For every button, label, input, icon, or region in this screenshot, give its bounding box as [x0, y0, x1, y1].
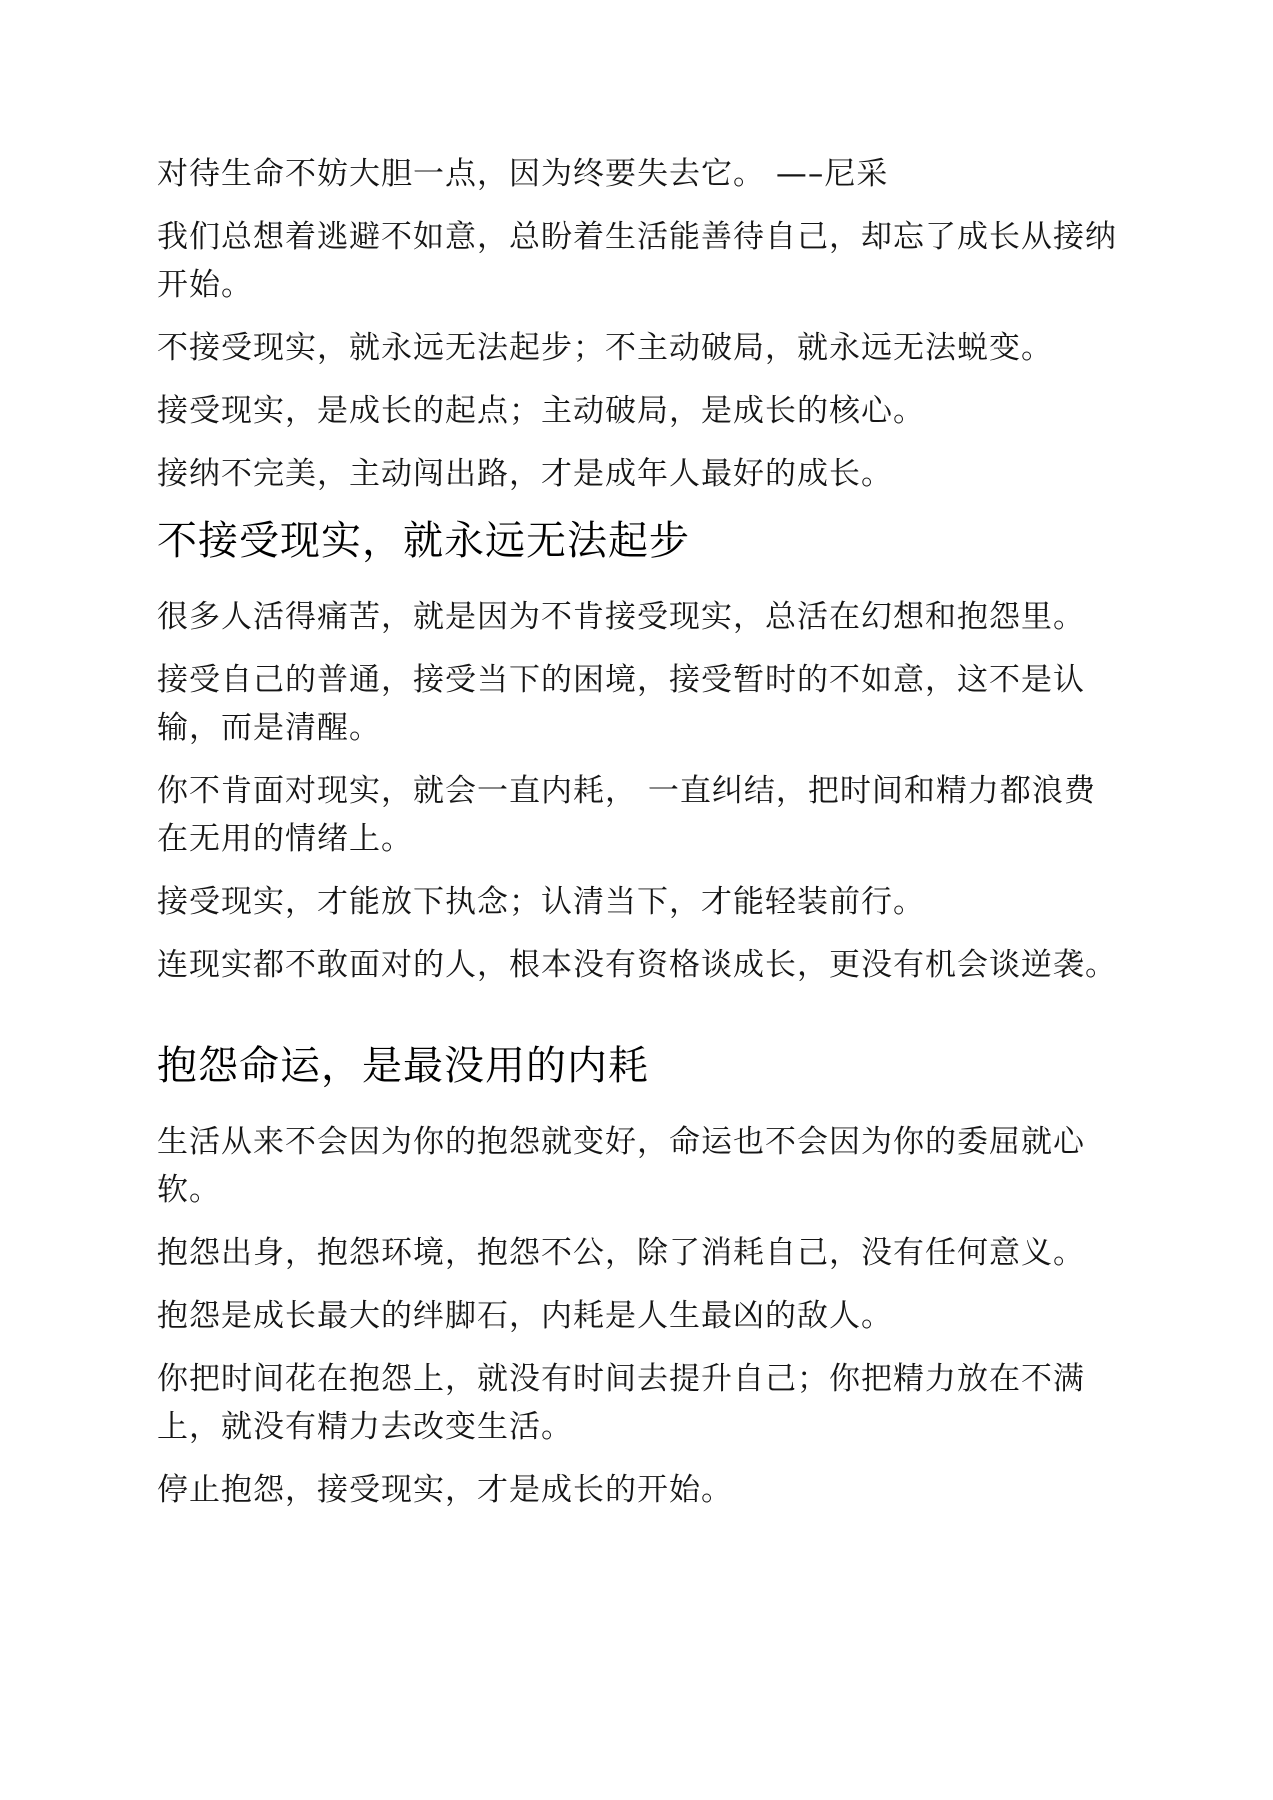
section1-paragraph: 你不肯面对现实，就会一直内耗， 一直纠结，把时间和精力都浪费在无用的情绪上。 — [157, 773, 1096, 857]
intro-quote: 对待生命不妨大胆一点，因为终要失去它。 —–尼采 — [157, 156, 889, 192]
section1-paragraph: 接受自己的普通，接受当下的困境，接受暂时的不如意，这不是认输，而是清醒。 — [157, 662, 1085, 746]
section1-paragraph: 连现实都不敢面对的人，根本没有资格谈成长，更没有机会谈逆袭。 — [157, 947, 1117, 983]
section2-paragraph: 你把时间花在抱怨上，就没有时间去提升自己；你把精力放在不满上，就没有精力去改变生活。 — [157, 1361, 1085, 1445]
intro-paragraph: 不接受现实，就永远无法起步；不主动破局，就永远无法蜕变。 — [157, 330, 1053, 366]
document-page — [157, 150, 1117, 1529]
intro-paragraph: 我们总想着逃避不如意，总盼着生活能善待自己，却忘了成长从接纳开始。 — [157, 219, 1117, 303]
section-spacer — [157, 1004, 1117, 1026]
intro-paragraph: 接纳不完美，主动闯出路，才是成年人最好的成长。 — [157, 456, 893, 492]
section2-paragraph: 抱怨是成长最大的绊脚石，内耗是人生最凶的敌人。 — [157, 1298, 893, 1334]
section1-paragraph: 很多人活得痛苦，就是因为不肯接受现实，总活在幻想和抱怨里。 — [157, 599, 1085, 635]
section-heading-stop-complaining: 抱怨命运，是最没用的内耗 — [157, 1043, 649, 1089]
section2-paragraph: 抱怨出身，抱怨环境，抱怨不公，除了消耗自己，没有任何意义。 — [157, 1235, 1085, 1271]
intro-paragraph: 接受现实，是成长的起点；主动破局，是成长的核心。 — [157, 393, 925, 429]
section1-paragraph: 接受现实，才能放下执念；认清当下，才能轻装前行。 — [157, 884, 925, 920]
section2-paragraph: 生活从来不会因为你的抱怨就变好，命运也不会因为你的委屈就心软。 — [157, 1124, 1085, 1208]
section-heading-accept-reality: 不接受现实，就永远无法起步 — [157, 518, 690, 564]
section2-paragraph: 停止抱怨，接受现实，才是成长的开始。 — [157, 1472, 733, 1508]
